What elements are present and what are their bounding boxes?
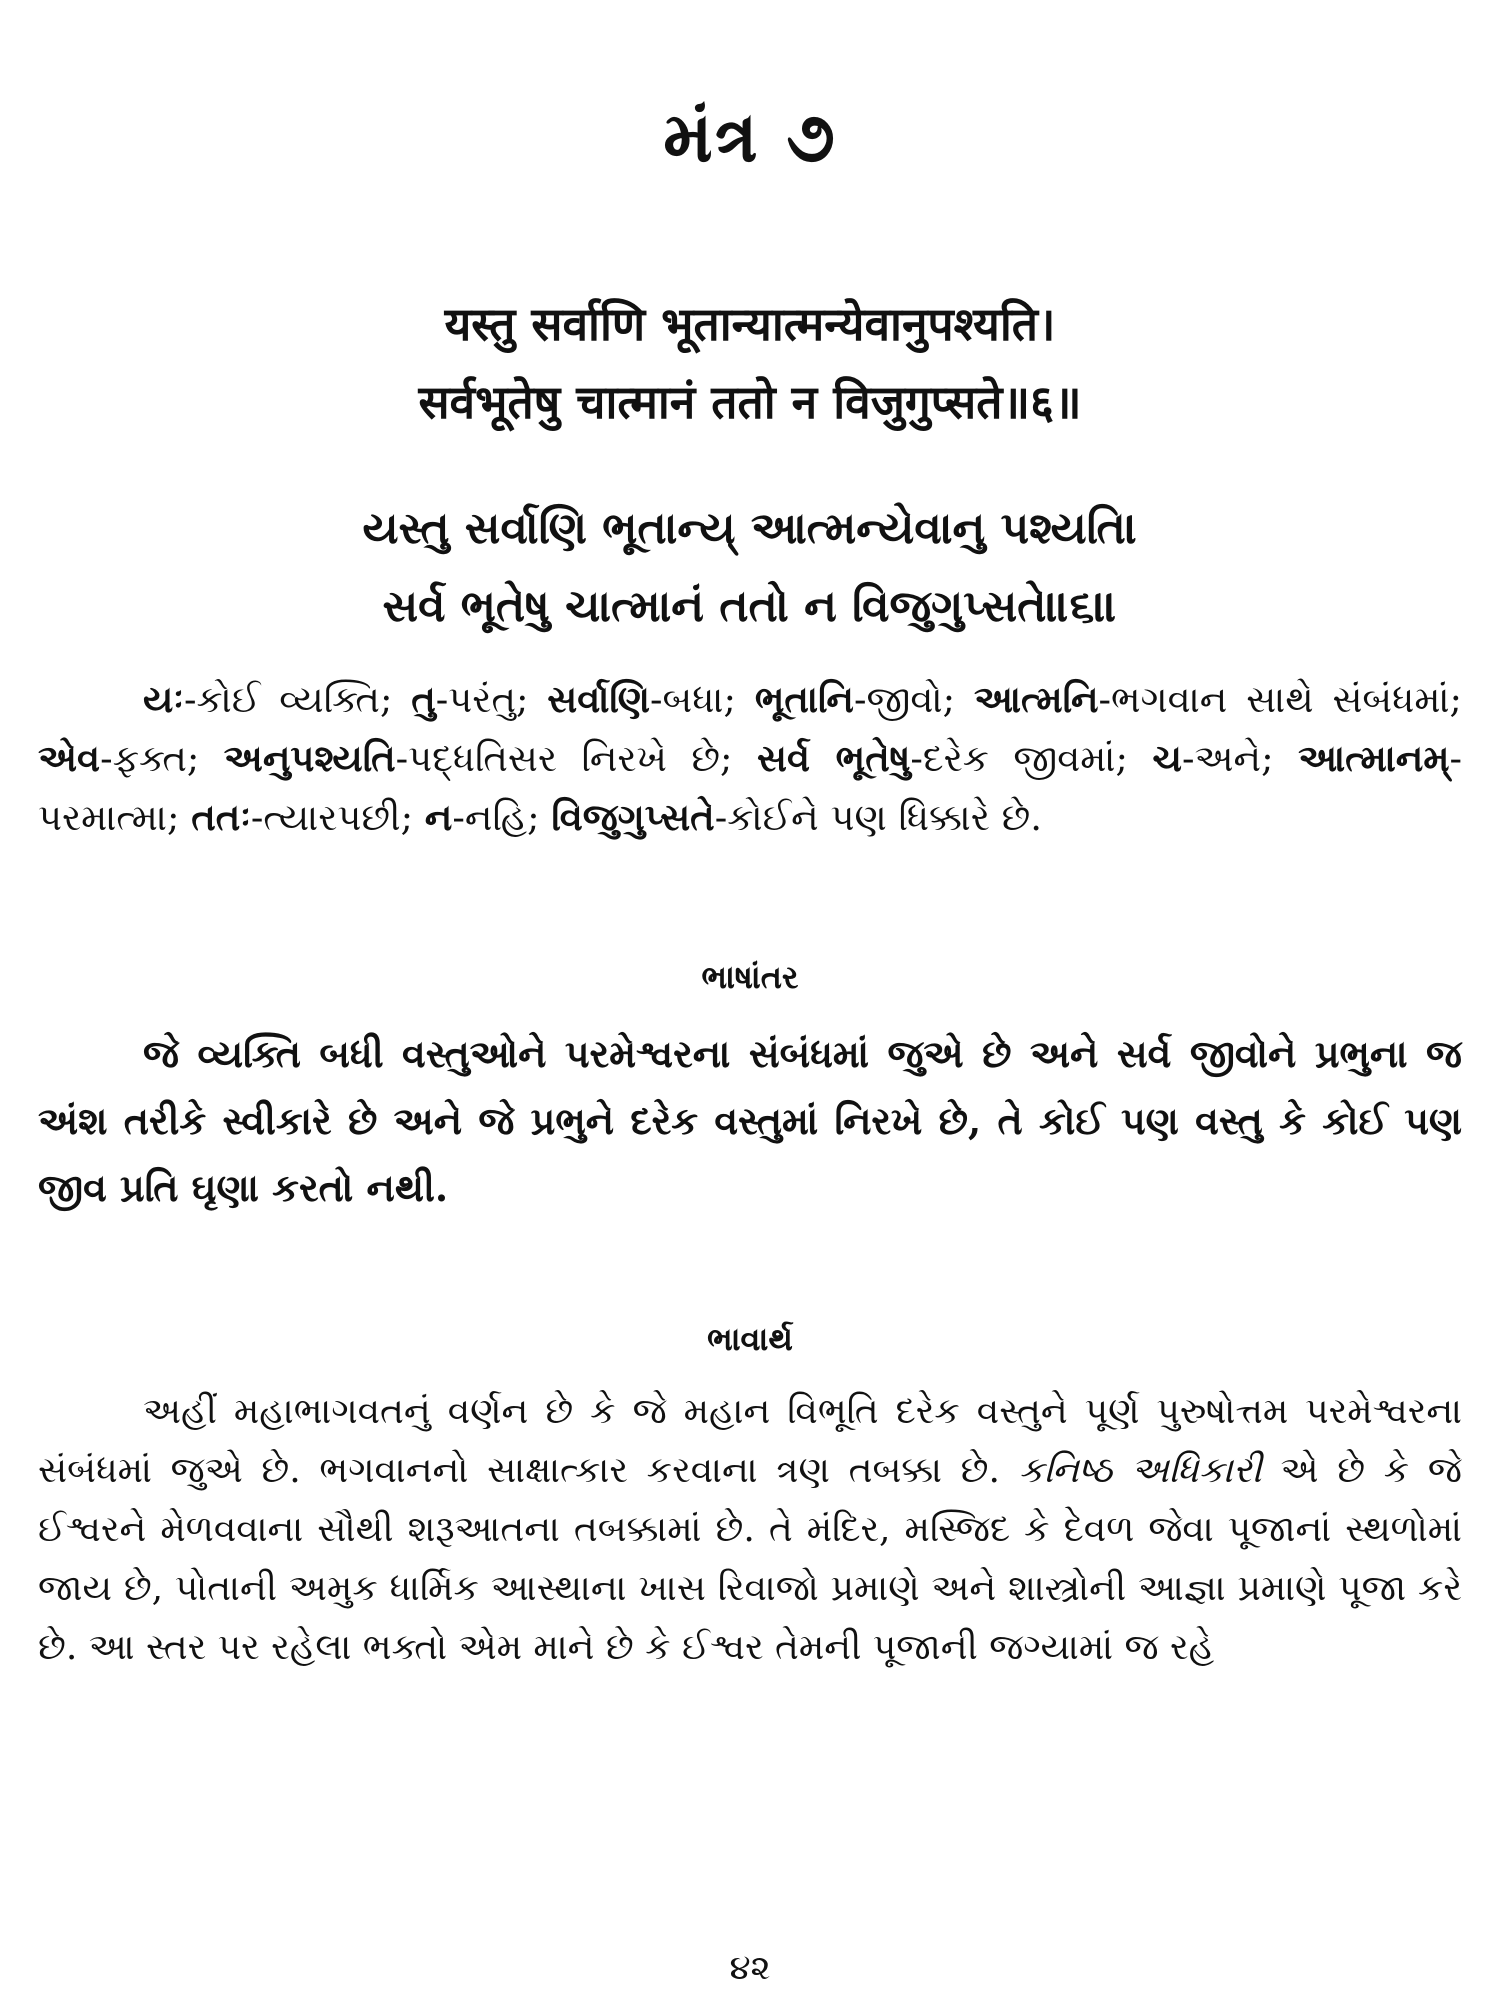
synonym-term: તતઃ [191,795,251,839]
purport-heading: ભાવાર્થ [707,1320,793,1358]
synonym-term: અનુપશ્યતિ [223,736,396,780]
synonym-meaning: -બધા; [650,678,755,721]
synonym-meaning: -પદ્ધતિસર નિરખે છે; [395,737,757,780]
synonym-meaning: -ફક્ત; [100,737,224,780]
synonym-term: આત્માનમ્ [1298,736,1450,780]
synonym-term: તુ [411,677,436,721]
word-synonyms [38,670,1462,847]
synonym-term: સર્વ ભૂતેષુ [756,736,911,780]
synonym-meaning: -નહિ; [452,796,552,839]
synonym-meaning: -ભગવાન સાથે સંબંધમાં; [1098,678,1462,721]
translation-heading: ભાષાંતર [701,958,799,996]
sanskrit-verse-gujarati [0,490,1500,646]
purport-text: એ છે કે જે ઈશ્વરને મેળવવાના સૌથી શરૂઆતના તબક્કામાં છે. તે મંદિર, મસ્જિદ કે દેવળ જેવા પૂજાનાં સ્થળોમાં જાય છે, પોતાની અમુક ધાર્મિક આસ્થાના ખાસ રિવાજો પ્રમાણે અને શાસ્ત્રોની આજ્ઞા પ્રમાણે પૂજા કરે છે. આ સ્તર પર રહેલા ભક્તો એમ માને છે કે ઈશ્વર તેમની પૂજાની જગ્યામાં જ રહે [38,1450,1462,1668]
synonym-term: આત્મનિ [973,677,1099,721]
synonym-meaning: -ત્યારપછી; [250,796,425,839]
verse-line: सर्वभूतेषु चात्मानं ततो न विजुगुप्सते॥६॥ [418,375,1082,429]
translation-paragraph [38,1020,1462,1221]
synonym-term: ચ [1152,736,1183,780]
synonym-meaning: -કોઈને પણ ધિક્કારે છે. [714,796,1042,839]
purport-text: અહીં મહાભાગવતનું વર્ણન છે કે જે મહાન વિભૂતિ દરેક વસ્તુને પૂર્ણ પુરુષોત્તમ પરમેશ્વરના સંબંધમાં જુએ છે. ભગવાનનો સાક્ષાત્કાર કરવાના ત્રણ તબક્કા છે. [38,1391,1462,1491]
synonym-term: વિજુગુપ્સતે [551,795,715,839]
verse-line: યસ્તુ સર્વાણિ ભૂતાન્ય્ આત્મન્યેવાનુ પશ્યતિ। [362,503,1138,554]
page-number: ૪૨ [729,1948,771,1988]
synonym-term: ન [424,795,453,839]
synonym-meaning: -દરેક જીવમાં; [910,737,1153,780]
verse-line: यस्तु सर्वाणि भूतान्यात्मन्येवानुपश्यति। [444,297,1056,351]
synonym-term: યઃ [143,677,184,721]
synonym-term: ભૂતાનિ [754,677,854,721]
synonym-meaning: -પરંતુ; [435,678,548,721]
mantra-title: મંત્ર ૭ [663,95,837,178]
verse-line: સર્વ ભૂતેષુ ચાત્માનં તતો ન વિજુગુપ્સતે॥૬॥ [382,581,1118,632]
synonym-term: એવ [38,736,101,780]
sanskrit-verse-devanagari [0,285,1500,441]
translation-text: જે વ્યક્તિ બધી વસ્તુઓને પરમેશ્વરના સંબંધમાં જુએ છે અને સર્વ જીવોને પ્રભુના જ અંશ તરીકે સ્વીકારે છે અને જે પ્રભુને દરેક વસ્તુમાં નિરખે છે, તે કોઈ પણ વસ્તુ કે કોઈ પણ જીવ પ્રતિ ઘૃણા કરતો નથી. [38,1031,1462,1210]
synonym-meaning: -કોઈ વ્યક્તિ; [183,678,412,721]
synonym-term: સર્વાણિ [547,677,651,721]
synonym-meaning: -અને; [1182,737,1299,780]
purport-italic-term: કનિષ્ઠ અધિકારી [1018,1450,1262,1491]
synonym-meaning: -જીવો; [853,678,974,721]
synonym-meaning: -પરમાત્મા; [38,737,1462,839]
purport-paragraph [38,1382,1462,1677]
